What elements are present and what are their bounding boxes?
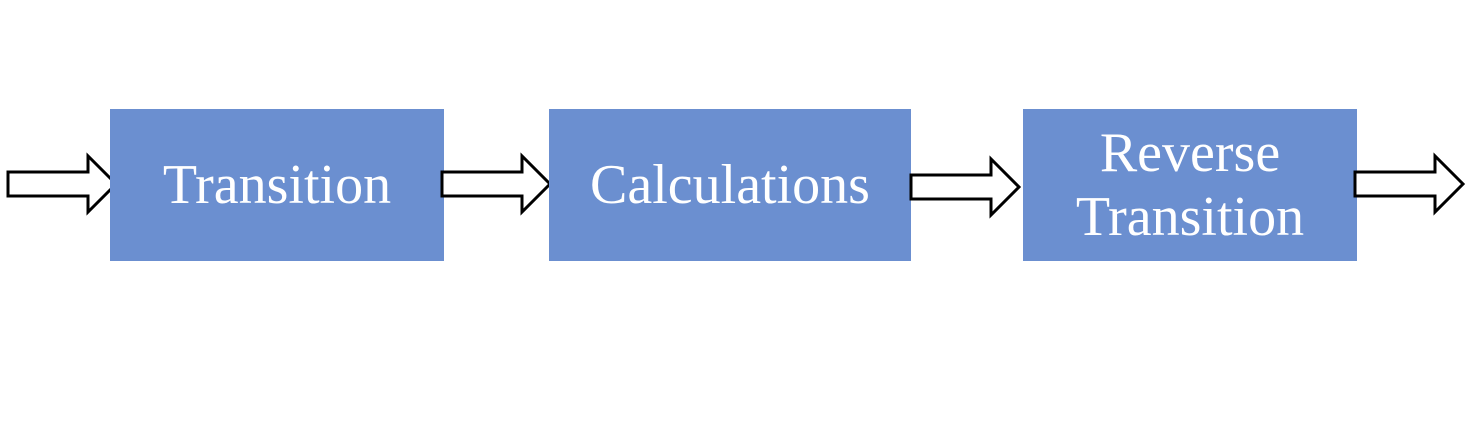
right-block-arrow-icon (440, 154, 552, 214)
right-block-arrow-icon (1353, 154, 1465, 214)
right-block-arrow-icon (909, 157, 1021, 217)
step-label-transition-line: Transition (1075, 186, 1305, 248)
step-label-transition: Transition (162, 153, 392, 216)
step-box-reverse-transition (1023, 109, 1357, 261)
right-block-arrow-icon (6, 154, 118, 214)
step-box-transition (110, 109, 444, 261)
step-box-calculations (549, 109, 911, 261)
step-label-calculations: Calculations (590, 153, 870, 216)
step-label-reverse: Reverse (1099, 121, 1281, 184)
